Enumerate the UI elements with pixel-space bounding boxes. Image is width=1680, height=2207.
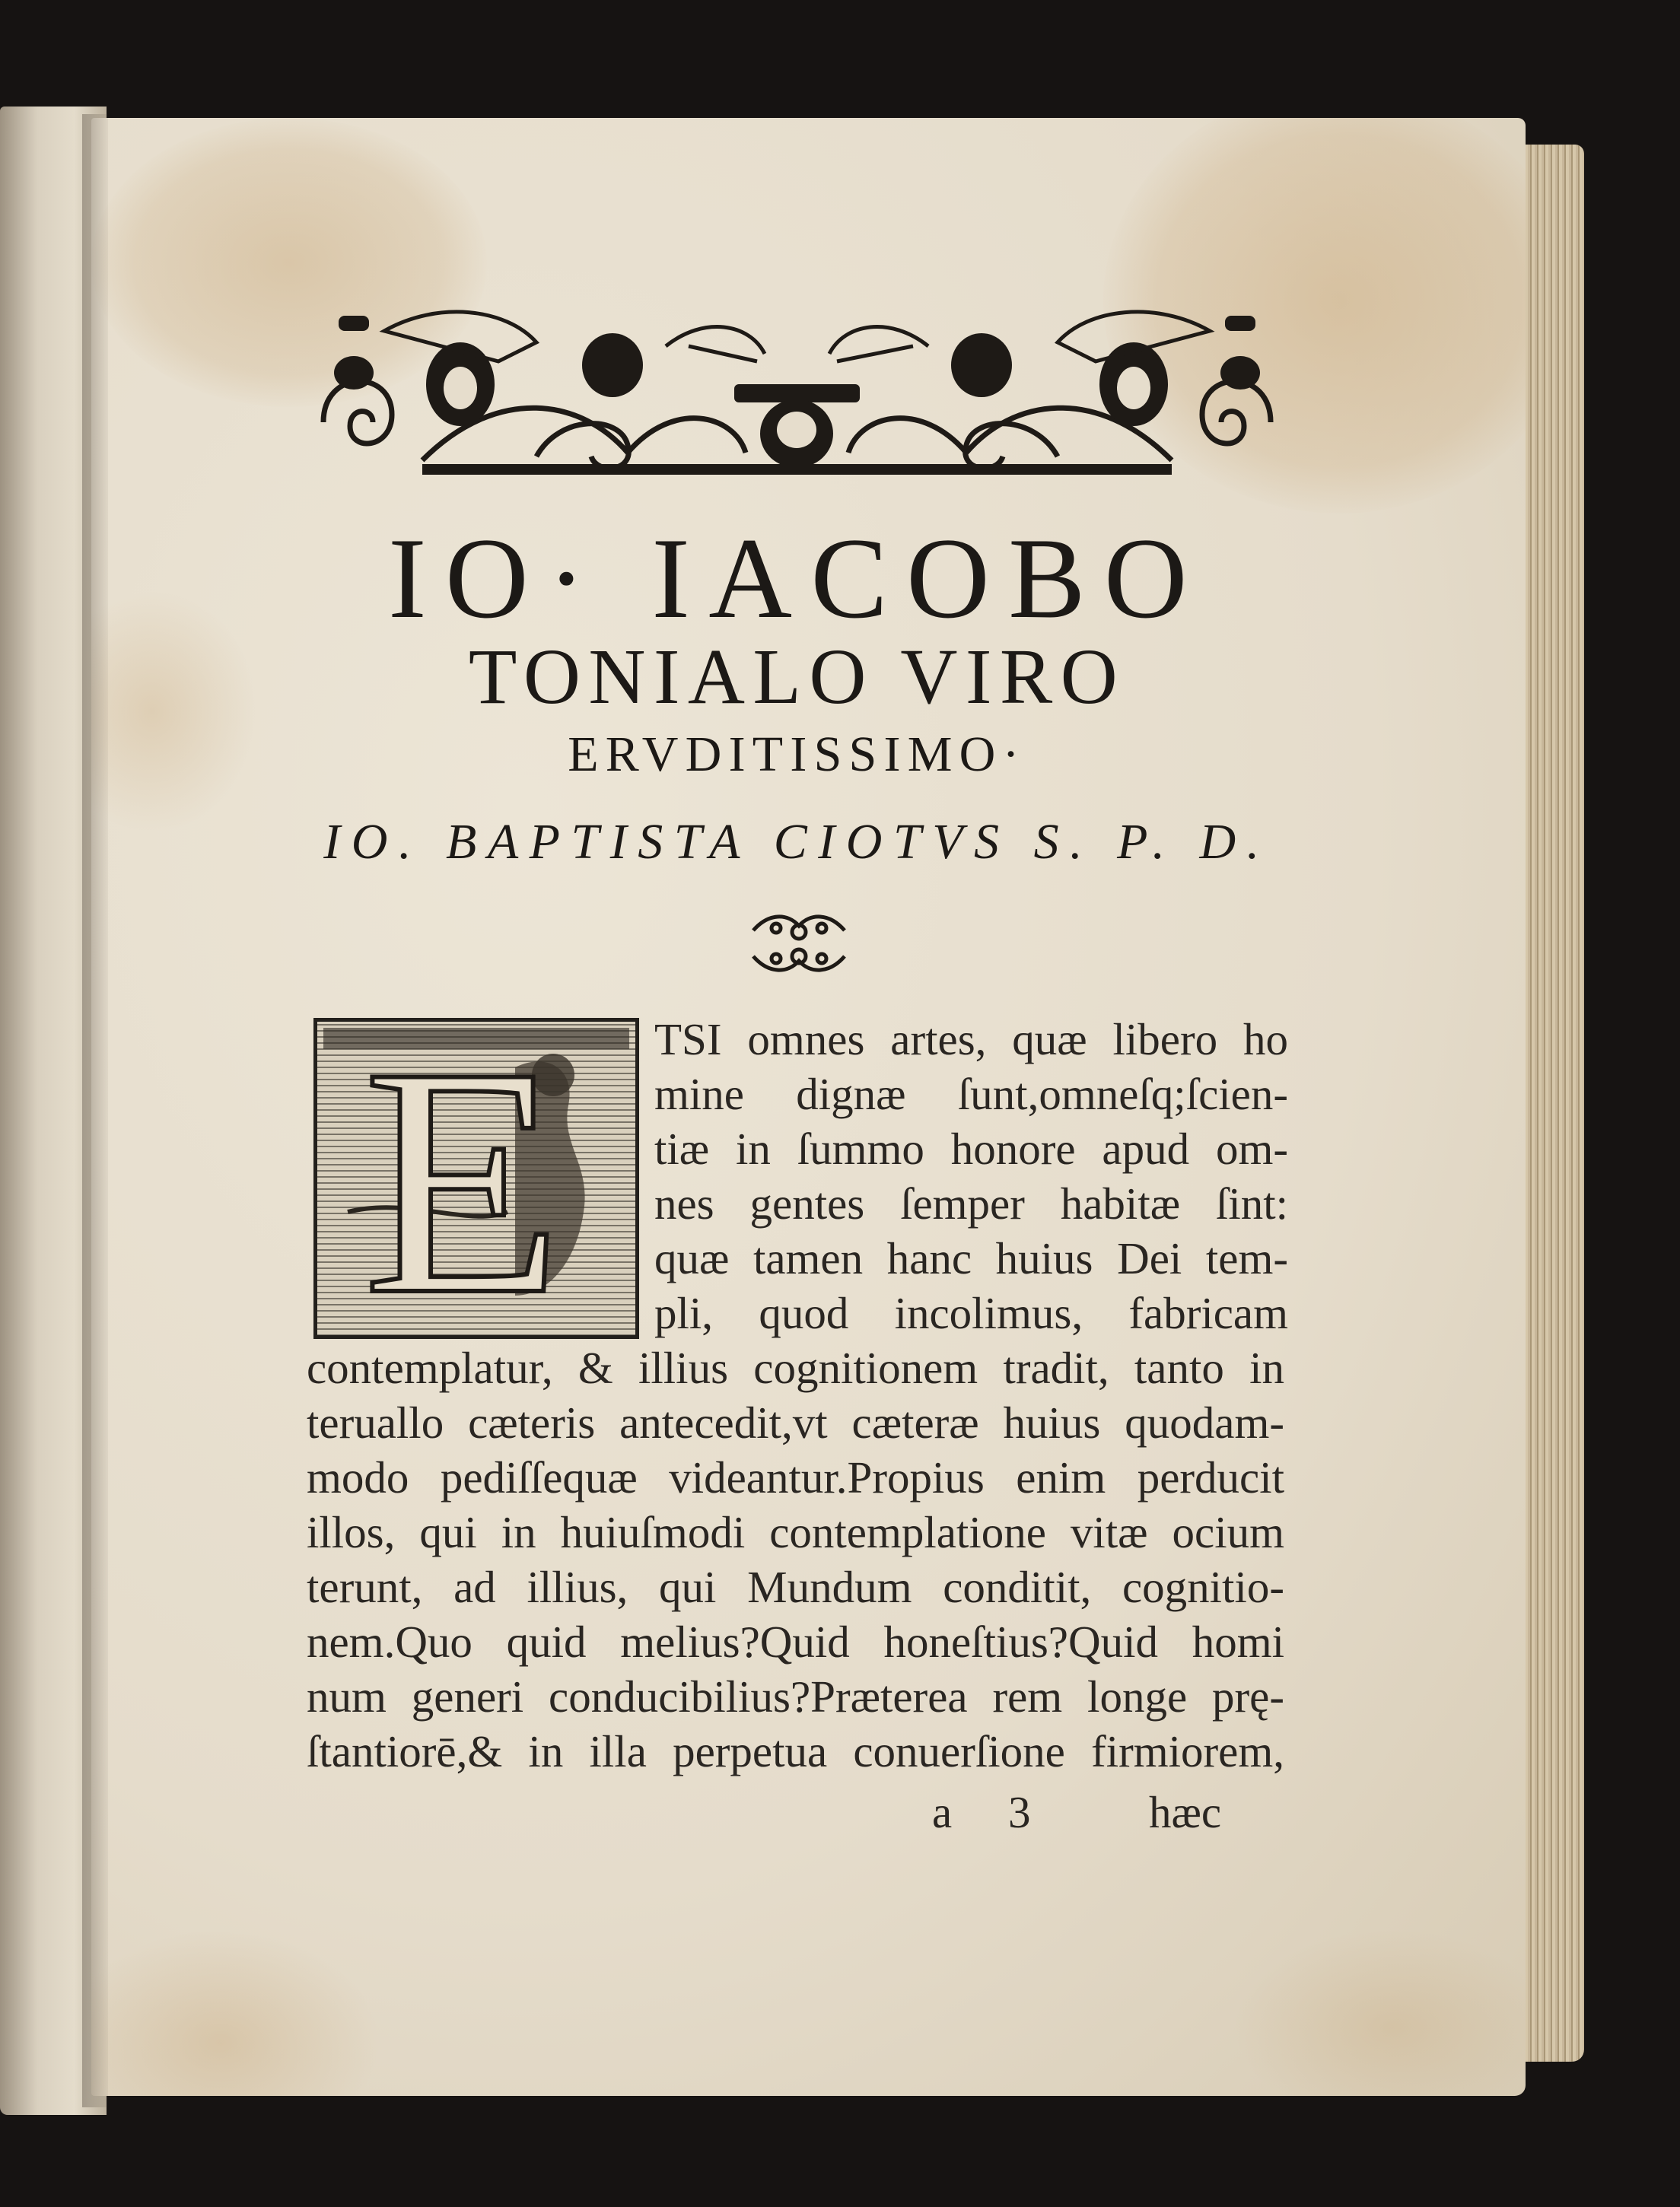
water-stain	[1233, 1929, 1526, 2096]
title-line-1: IO· IACOBO	[388, 514, 1206, 642]
title-line-3: ERVDITISSIMO·	[568, 727, 1026, 782]
text-line: modo pediſſequæ videantur.Propius enim perducit	[307, 1452, 1284, 1503]
catchword: hæc	[1149, 1787, 1222, 1837]
page-gutter-shadow	[82, 114, 108, 2107]
title-line-4: IO. BAPTISTA CIOTVS S. P. D.	[323, 814, 1271, 870]
text-line: teruallo cæteris antecedit,vt cæteræ huius quodam-	[307, 1398, 1284, 1448]
water-stain	[91, 590, 259, 833]
signature-number: 3	[1008, 1787, 1031, 1837]
text-line: contemplatur, & illius cognitionem tradit, tanto in	[307, 1343, 1284, 1393]
text-line: illos, qui in huiuſmodi contemplatione vitæ ocium	[307, 1507, 1284, 1557]
text-line: nem.Quo quid melius?Quid honeſtius?Quid homi	[307, 1617, 1284, 1667]
page-footer	[902, 1786, 1297, 1841]
water-stain	[91, 1929, 380, 2096]
text-line: tiæ in ſummo honore apud om-	[654, 1124, 1288, 1174]
text-line: quæ tamen hanc huius Dei tem-	[654, 1233, 1288, 1283]
body-text	[307, 1000, 1288, 1779]
signature-mark: a	[932, 1787, 953, 1837]
text-line: terunt, ad illius, qui Mundum conditit, cognitio-	[307, 1562, 1284, 1612]
title-line-2: TONIALO VIRO	[468, 633, 1126, 720]
text-line: nes gentes ſemper habitæ ſint:	[654, 1178, 1288, 1229]
text-line: TSI omnes artes, quæ libero ho	[654, 1014, 1288, 1064]
text-line: mine dignæ ſunt,omneſq;ſcien-	[654, 1069, 1288, 1119]
text-line: num generi conducibilius?Præterea rem longe prę-	[307, 1671, 1284, 1722]
fleuron-ornament	[746, 909, 852, 978]
text-line: pli, quod incolimus, fabricam	[654, 1288, 1288, 1338]
text-line: ſtantiorē,& in illa perpetua conuerſione firmiorem,	[307, 1726, 1284, 1776]
initial-letter: E	[363, 1000, 563, 1363]
woodcut-headpiece	[308, 301, 1286, 483]
